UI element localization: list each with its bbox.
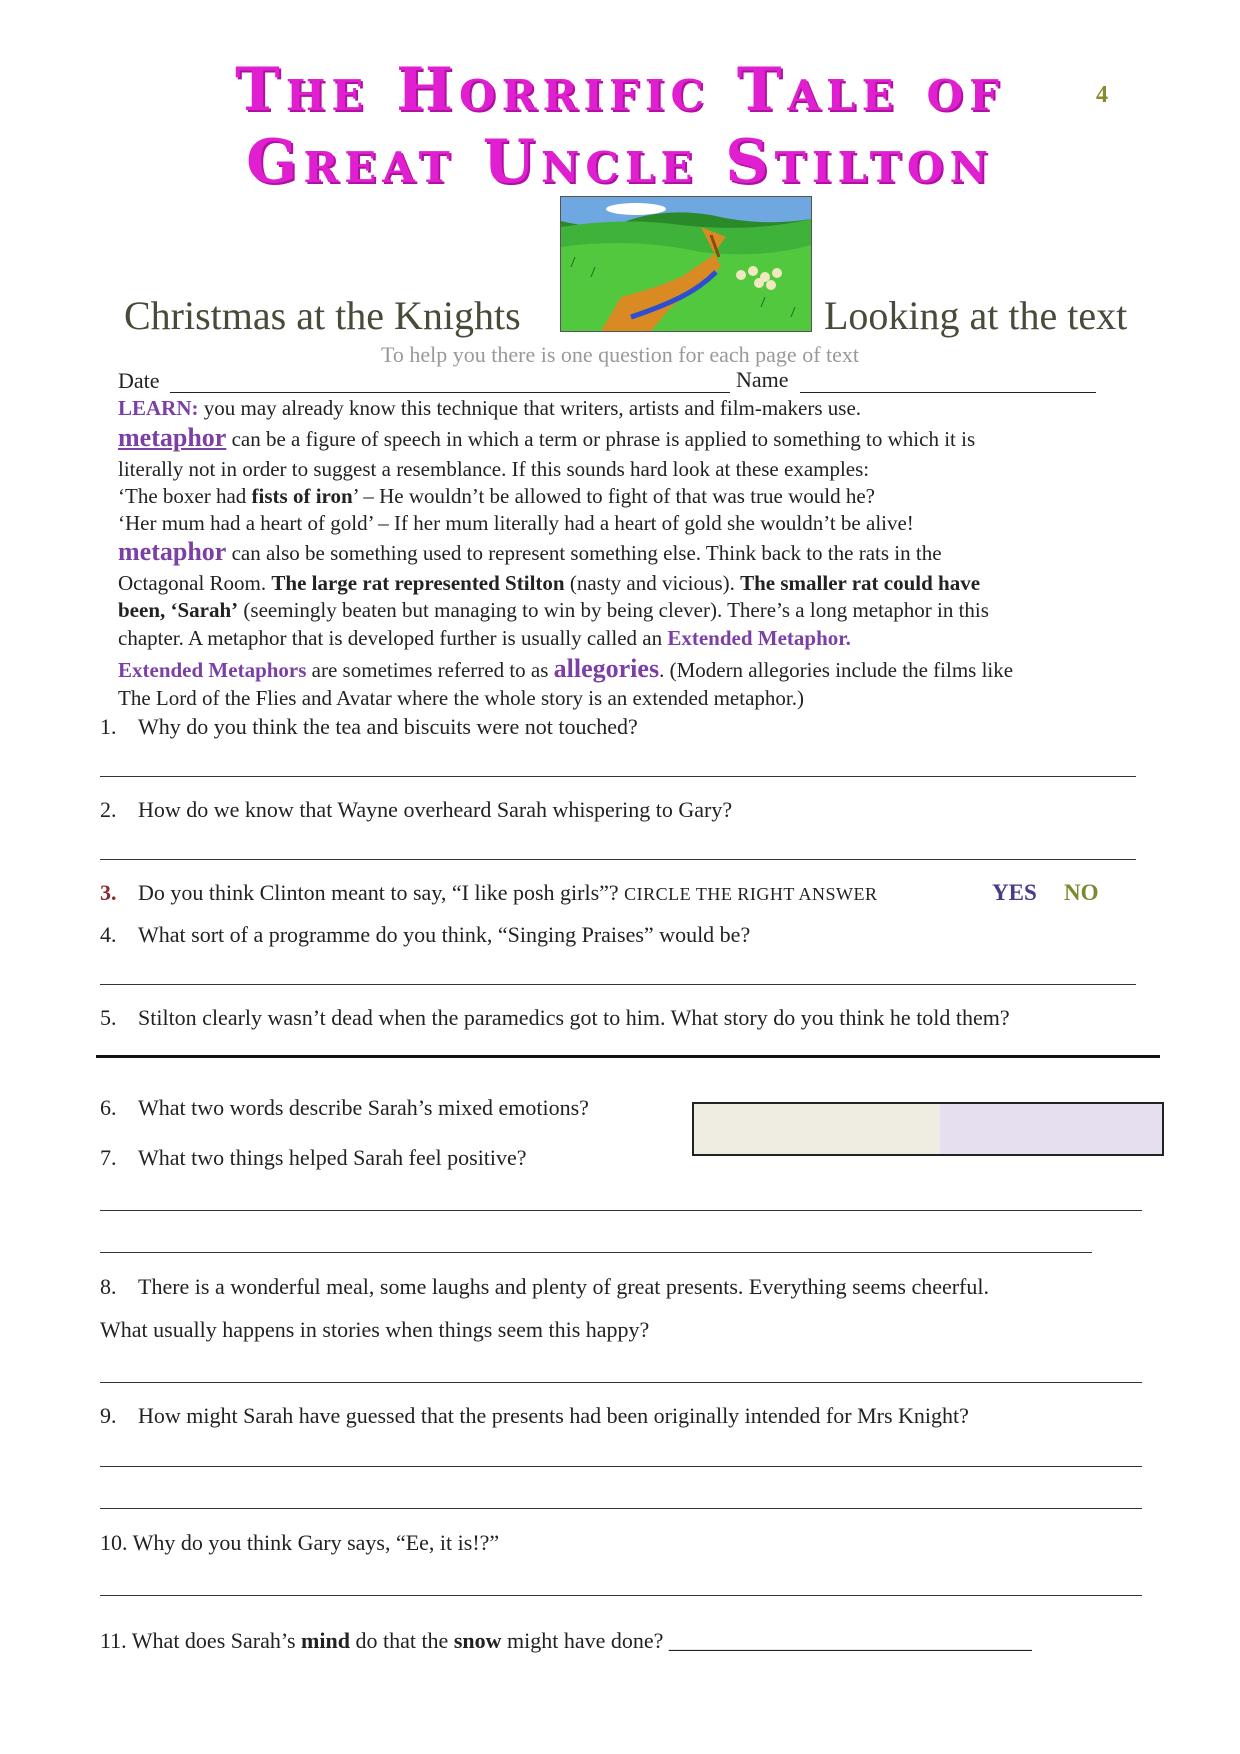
question-4-text: What sort of a programme do you think, “Singing Praises” would be?	[138, 922, 751, 947]
question-11-c: do that the	[349, 1628, 454, 1653]
extended-metaphor-term: Extended Metaphor.	[667, 626, 851, 650]
answer-line-1[interactable]	[100, 776, 1136, 777]
allegory-text-2: . (Modern allegories include the films like	[659, 658, 1014, 682]
landscape-illustration	[560, 196, 812, 332]
question-6	[100, 1095, 589, 1121]
question-3-number: 3.	[100, 880, 117, 905]
allegory-para	[118, 655, 1158, 684]
question-5-number: 5.	[100, 1005, 117, 1030]
example-1	[118, 483, 1158, 510]
extended-metaphors-term: Extended Metaphors	[118, 658, 307, 682]
date-label: Date	[118, 368, 160, 393]
title-line-2: Great Uncle Stilton	[246, 127, 994, 197]
learn-label: LEARN:	[118, 396, 199, 420]
question-1	[100, 714, 638, 740]
page-number: 4	[1096, 82, 1108, 108]
question-11-mind: mind	[301, 1628, 350, 1653]
para-2b-4: The smaller rat could have	[740, 571, 981, 595]
definition-text-1: can be a figure of speech in which a term or phrase is applied to something to which it is	[226, 427, 976, 451]
question-11-a: 11. What does Sarah’s	[100, 1628, 302, 1653]
para-2a-text: can also be something used to represent something else. Think back to the rats in the	[226, 541, 942, 565]
chapter-heading: Christmas at the Knights	[124, 293, 521, 338]
para-2d-1: chapter. A metaphor that is developed further is usually called an	[118, 626, 668, 650]
question-8-number: 8.	[100, 1274, 117, 1299]
question-11-e: might have done?	[501, 1628, 669, 1653]
learn-intro	[118, 395, 1158, 422]
example-2: ‘Her mum had a heart of gold’ – If her mum literally had a heart of gold she wouldn’t be alive!	[118, 511, 914, 535]
allegories-term: allegories	[553, 654, 660, 683]
question-10: 10. Why do you think Gary says, “Ee, it is!?”	[100, 1530, 500, 1555]
para-2c-1: been, ‘Sarah’	[118, 598, 239, 622]
date-field[interactable]	[170, 392, 730, 393]
question-7-number: 7.	[100, 1145, 117, 1170]
question-7-text: What two things helped Sarah feel positive?	[138, 1145, 527, 1170]
metaphor-para-2c	[118, 597, 1158, 624]
answer-line-10[interactable]	[100, 1595, 1142, 1596]
question-5	[100, 1005, 1010, 1031]
section-divider	[96, 1055, 1160, 1058]
question-8-continued: What usually happens in stories when things seem this happy?	[100, 1317, 650, 1342]
emotion-box-1[interactable]	[692, 1102, 942, 1156]
allegory-text-1: are sometimes referred to as	[306, 658, 554, 682]
question-8	[100, 1274, 1146, 1300]
answer-line-7b[interactable]	[100, 1252, 1092, 1253]
metaphor-para-2b	[118, 570, 1158, 597]
answer-line-9b[interactable]	[100, 1508, 1142, 1509]
example-1-bold: fists of iron	[251, 484, 353, 508]
question-9-text: How might Sarah have guessed that the presents had been originally intended for Mrs Knight?	[138, 1403, 969, 1428]
question-3-text: Do you think Clinton meant to say, “I like posh girls”?	[138, 880, 625, 905]
metaphor-para-2a	[118, 538, 1158, 567]
name-label: Name	[736, 367, 789, 392]
metaphor-definition-1	[118, 424, 1158, 453]
question-2	[100, 797, 732, 823]
answer-line-8[interactable]	[100, 1382, 1142, 1383]
answer-line-2[interactable]	[100, 859, 1136, 860]
question-8-text-a: There is a wonderful meal, some laughs and plenty of great presents. Everything seems cheerful.	[138, 1274, 989, 1299]
question-6-number: 6.	[100, 1095, 117, 1120]
question-4	[100, 922, 750, 948]
metaphor-para-2d	[118, 625, 1158, 652]
question-4-number: 4.	[100, 922, 117, 947]
question-2-number: 2.	[100, 797, 117, 822]
allegory-para-2: The Lord of the Flies and Avatar where the whole story is an extended metaphor.)	[118, 686, 804, 710]
example-1-c: ’ – He wouldn’t be allowed to fight of that was true would he?	[352, 484, 876, 508]
para-2b-2: The large rat represented Stilton	[271, 571, 565, 595]
metaphor-term: metaphor	[118, 423, 227, 452]
metaphor-term-2: metaphor	[118, 537, 227, 566]
para-2b-3: (nasty and vicious).	[564, 571, 741, 595]
para-2b-1: Octagonal Room.	[118, 571, 272, 595]
example-1-a: ‘The boxer had	[118, 484, 252, 508]
metaphor-definition-2: literally not in order to suggest a resemblance. If this sounds hard look at these examples:	[118, 457, 870, 481]
question-1-text: Why do you think the tea and biscuits were not touched?	[138, 714, 638, 739]
circle-instruction: CIRCLE THE RIGHT ANSWER	[624, 884, 878, 904]
learn-intro-text: you may already know this technique that writers, artists and film-makers use.	[198, 396, 862, 420]
emotion-box-2[interactable]	[940, 1102, 1164, 1156]
answer-line-9a[interactable]	[100, 1466, 1142, 1467]
question-9-number: 9.	[100, 1403, 117, 1428]
date-name-row	[118, 367, 1158, 394]
question-11-snow: snow	[453, 1628, 502, 1653]
answer-line-7a[interactable]	[100, 1210, 1142, 1211]
answer-yes[interactable]: YES	[992, 880, 1037, 905]
answer-line-4[interactable]	[100, 984, 1136, 985]
question-2-text: How do we know that Wayne overheard Sarah whispering to Gary?	[138, 797, 733, 822]
answer-line-11[interactable]: _________________________________	[668, 1628, 1032, 1653]
question-6-text: What two words describe Sarah’s mixed emotions?	[138, 1095, 589, 1120]
subtitle: To help you there is one question for each page of text	[380, 342, 860, 367]
section-heading: Looking at the text	[824, 293, 1128, 338]
answer-no[interactable]: NO	[1064, 880, 1099, 905]
question-7	[100, 1145, 527, 1171]
question-11	[100, 1628, 1032, 1654]
title-line-1: The Horrific Tale of	[235, 55, 1005, 125]
question-5-text: Stilton clearly wasn’t dead when the paramedics got to him. What story do you think he told them?	[138, 1005, 1010, 1030]
question-1-number: 1.	[100, 714, 117, 739]
name-field[interactable]	[800, 392, 1096, 393]
question-3	[100, 880, 878, 906]
question-9	[100, 1403, 969, 1429]
para-2c-2: (seemingly beaten but managing to win by being clever). There’s a long metaphor in this	[238, 598, 989, 622]
